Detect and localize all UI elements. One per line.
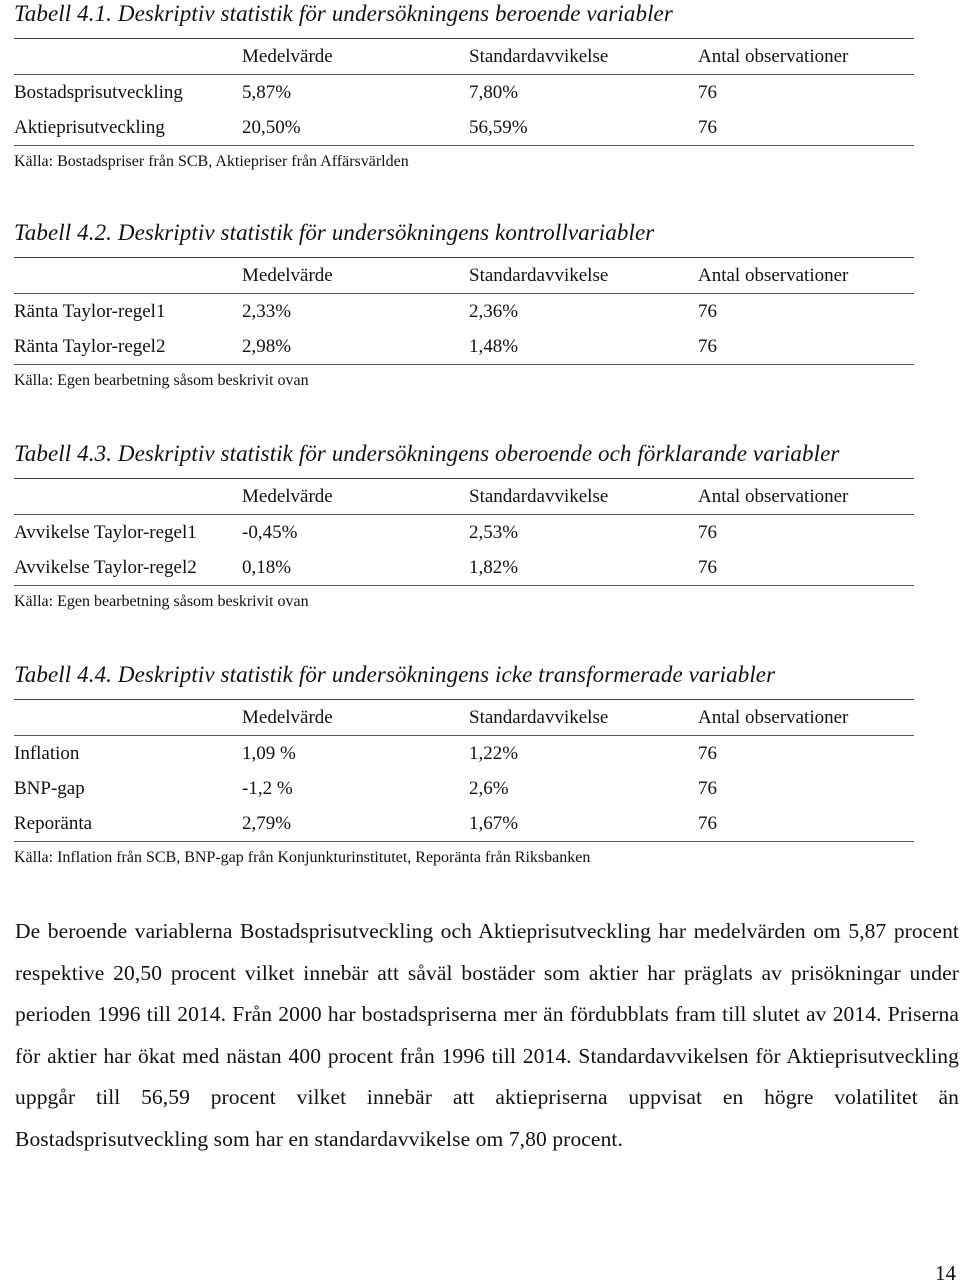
cell-n: 76 [698, 117, 717, 138]
header-std: Standardavvikelse [469, 486, 609, 507]
stats-table [14, 478, 914, 619]
table-caption: Tabell 4.4. Deskriptiv statistik för undersökningens icke transformerade variabler [14, 662, 776, 687]
cell-n: 76 [698, 301, 717, 322]
table-row [14, 110, 914, 145]
cell-mean: 2,79% [242, 813, 292, 834]
table-row [14, 293, 914, 329]
cell-mean: 5,87% [242, 82, 292, 103]
table-row [14, 514, 914, 550]
header-std: Standardavvikelse [469, 46, 609, 67]
table-caption: Tabell 4.2. Deskriptiv statistik för undersökningens kontrollvariabler [14, 220, 655, 245]
cell-n: 76 [698, 743, 717, 764]
row-label: Avvikelse Taylor-regel2 [14, 557, 197, 578]
cell-mean: 20,50% [242, 117, 301, 138]
table-4-2 [14, 219, 914, 398]
row-label: Ränta Taylor-regel1 [14, 301, 166, 322]
table-source-row [14, 364, 914, 398]
cell-n: 76 [698, 813, 717, 834]
body-paragraph: De beroende variablerna Bostadsprisutveckling och Aktieprisutveckling har medelvärden om 5,87 procent respektive 20,50 procent vilket innebär att såväl bostäder som aktier har präglats av prisökningar under perioden 1996 till 2014. Från 2000 har bostadspriserna mer än fördubblats fram till slutet av 2014. Priserna för aktier har ökat med nästan 400 procent från 1996 till 2014. Standardavvikelsen för Aktieprisutveckling uppgår till 56,59 procent vilket innebär att aktiepriserna uppvisat en högre volatilitet än Bostadsprisutveckling som har en standardavvikelse om 7,80 procent. [15, 919, 959, 1151]
table-header-row [14, 38, 914, 74]
table-header-row [14, 478, 914, 514]
cell-n: 76 [698, 522, 717, 543]
row-label: Inflation [14, 743, 80, 764]
table-source-row [14, 585, 914, 619]
table-4-4 [14, 661, 914, 875]
table-header-row [14, 699, 914, 735]
table-caption: Tabell 4.1. Deskriptiv statistik för undersökningens beroende variabler [14, 1, 673, 26]
cell-n: 76 [698, 82, 717, 103]
header-std: Standardavvikelse [469, 265, 609, 286]
table-source-row [14, 841, 914, 875]
cell-mean: 2,33% [242, 301, 292, 322]
cell-std: 2,36% [469, 301, 519, 322]
table-row [14, 74, 914, 110]
stats-table [14, 699, 914, 875]
cell-std: 7,80% [469, 82, 519, 103]
header-std: Standardavvikelse [469, 707, 609, 728]
row-label: Reporänta [14, 813, 93, 834]
table-source: Källa: Inflation från SCB, BNP-gap från Konjunkturinstitutet, Reporänta från Riksbanken [14, 849, 591, 866]
table-source: Källa: Egen bearbetning såsom beskrivit ovan [14, 593, 309, 610]
cell-mean: -1,2 % [242, 778, 293, 799]
table-source: Källa: Bostadspriser från SCB, Aktiepriser från Affärsvärlden [14, 153, 409, 170]
table-source: Källa: Egen bearbetning såsom beskrivit ovan [14, 372, 309, 389]
table-4-1 [14, 0, 914, 179]
stats-table [14, 38, 914, 179]
cell-mean: -0,45% [242, 522, 298, 543]
cell-std: 2,6% [469, 778, 509, 799]
header-n: Antal observationer [698, 265, 849, 286]
header-mean: Medelvärde [242, 486, 333, 507]
table-4-3 [14, 440, 914, 619]
cell-n: 76 [698, 778, 717, 799]
header-n: Antal observationer [698, 707, 849, 728]
header-mean: Medelvärde [242, 707, 333, 728]
cell-mean: 0,18% [242, 557, 292, 578]
row-label: Bostadsprisutveckling [14, 82, 183, 103]
row-label: BNP-gap [14, 778, 85, 799]
cell-std: 56,59% [469, 117, 528, 138]
table-row [14, 735, 914, 771]
table-row [14, 771, 914, 806]
table-row [14, 329, 914, 364]
row-label: Aktieprisutveckling [14, 117, 165, 138]
table-row [14, 550, 914, 585]
cell-std: 2,53% [469, 522, 519, 543]
header-mean: Medelvärde [242, 265, 333, 286]
cell-n: 76 [698, 557, 717, 578]
cell-std: 1,22% [469, 743, 519, 764]
header-mean: Medelvärde [242, 46, 333, 67]
cell-mean: 2,98% [242, 336, 292, 357]
table-row [14, 806, 914, 841]
stats-table [14, 257, 914, 398]
row-label: Avvikelse Taylor-regel1 [14, 522, 197, 543]
cell-n: 76 [698, 336, 717, 357]
header-n: Antal observationer [698, 46, 849, 67]
table-source-row [14, 145, 914, 179]
table-header-row [14, 257, 914, 293]
cell-std: 1,48% [469, 336, 519, 357]
cell-std: 1,67% [469, 813, 519, 834]
header-n: Antal observationer [698, 486, 849, 507]
cell-std: 1,82% [469, 557, 519, 578]
row-label: Ränta Taylor-regel2 [14, 336, 166, 357]
cell-mean: 1,09 % [242, 743, 296, 764]
page-number: 14 [935, 1261, 956, 1285]
table-caption: Tabell 4.3. Deskriptiv statistik för undersökningens oberoende och förklarande variabler [14, 441, 840, 466]
